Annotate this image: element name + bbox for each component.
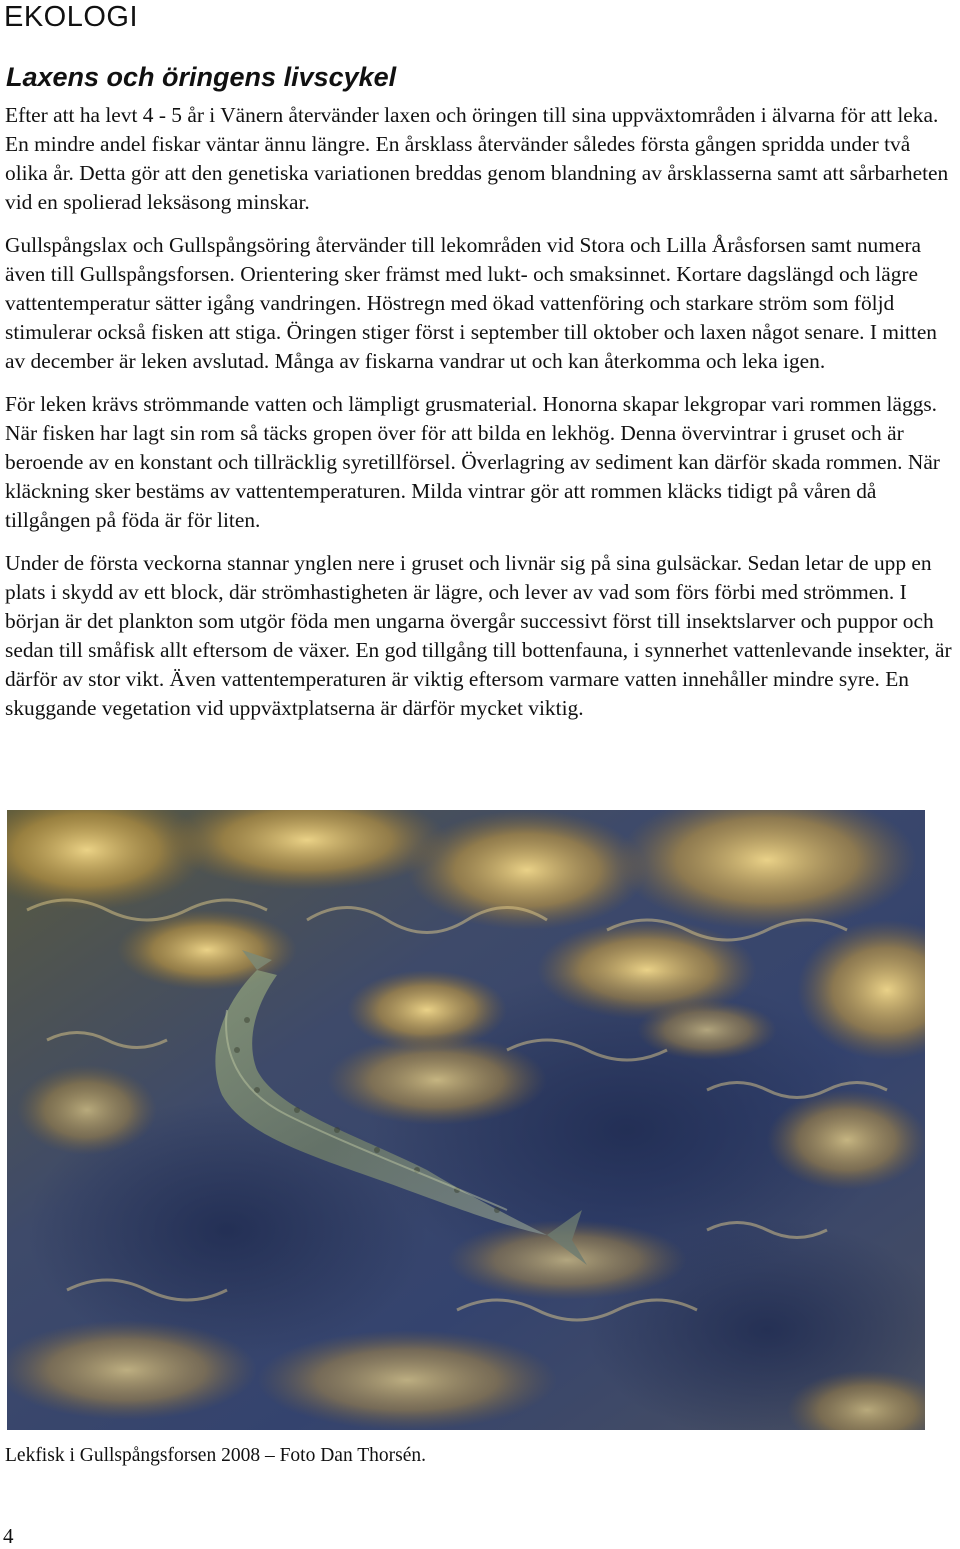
paragraph-4: Under de första veckorna stannar ynglen nere i gruset och livnär sig på sina gulsäckar. Sedan letar de upp en plats i skydd av ett block, där strömhastigheten är lägre, och lever av vad som förs förbi med strömmen. I början är det plankton som utgör föda men ungarna övergår successivt först till insektslarver och puppor och sedan till småfisk allt eftersom de växer. En god tillgång till bottenfauna, i synnerhet vattenlevande insekter, är därför av stor vikt. Även vattentemperaturen är viktig eftersom varmare vatten innehåller mindre syre. En skuggande vegetation vid uppväxtplatserna är därför mycket viktig. [5,551,952,720]
section-header: EKOLOGI [4,1,139,33]
paragraph-1: Efter att ha levt 4 - 5 år i Vänern återvänder laxen och öringen till sina uppväxtområden i älvarna för att leka. En mindre andel fiskar väntar ännu längre. En årsklass återvänder således första gången spridda under två olika år. Detta gör att den genetiska variationen breddas genom blandning av årsklasserna samt att sårbarheten vid en spolierad leksäsong minskar. [5,103,949,214]
photo-caption: Lekfisk i Gullspångsforsen 2008 – Foto Dan Thorsén. [5,1445,427,1466]
page-number: 4 [3,1524,14,1548]
paragraph-3: För leken krävs strömmande vatten och lämpligt grusmaterial. Honorna skapar lekgropar vari rommen läggs. När fisken har lagt sin rom så täcks gropen över för att bilda en lekhög. Denna övervintrar i gruset och är beroende av en konstant och tillräcklig syretillförsel. Överlagring av sediment kan därför skada rommen. När kläckning sker bestäms av vattentemperaturen. Milda vintrar gör att rommen kläcks tidigt på våren då tillgången på föda är för liten. [5,392,940,532]
photo-spawning-fish [7,810,925,1430]
paragraph-2: Gullspångslax och Gullspångsöring återvänder till lekområden vid Stora och Lilla Åråsforsen samt numera även till Gullspångsforsen. Orientering sker främst med lukt- och smaksinnet. Kortare dagslängd och lägre vattentemperatur sätter igång vandringen. Höstregn med ökad vattenföring och starkare ström som följd stimulerar också fisken att stiga. Öringen stiger först i september till oktober och laxen något senare. I mitten av december är leken avslutad. Många av fiskarna vandrar ut och kan återkomma och leka igen. [5,233,938,373]
article-title: Laxens och öringens livscykel [6,62,397,92]
article-body [5,101,957,737]
